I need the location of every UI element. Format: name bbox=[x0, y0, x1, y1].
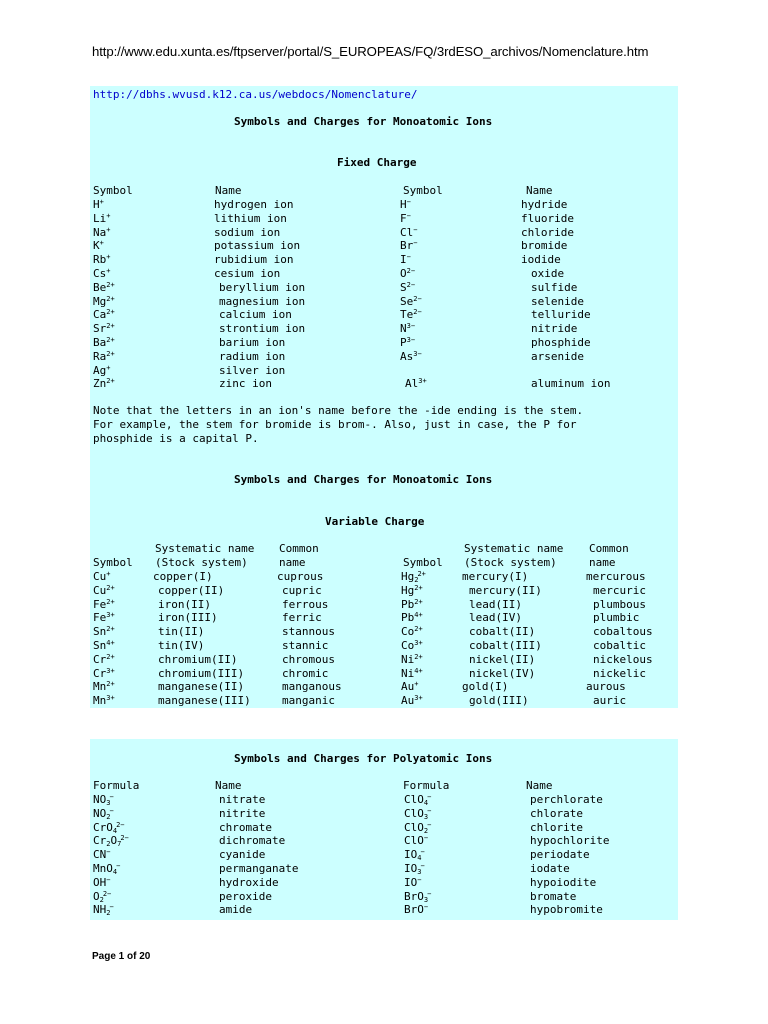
ion-symbol: I− bbox=[400, 253, 411, 267]
column-header: (Stock system) bbox=[464, 556, 557, 569]
variable-charge-subtitle: Variable Charge bbox=[325, 515, 425, 528]
stock-name: lead(IV) bbox=[469, 611, 522, 625]
ion-symbol: $Ni^{2+}$ bbox=[401, 652, 423, 666]
common-name: manganic bbox=[282, 694, 335, 708]
common-name: stannous bbox=[282, 625, 335, 639]
ion-name: oxide bbox=[531, 267, 565, 280]
ion-symbol: $Hg^{2+}$ bbox=[401, 583, 423, 597]
ion-symbol: H− bbox=[400, 198, 411, 211]
stock-name: mercury(II) bbox=[469, 583, 542, 597]
ion-symbol: CrO$_4^{2-}$ bbox=[93, 820, 125, 835]
column-header: Name bbox=[215, 184, 242, 197]
ion-symbol: $IO_3^-$ bbox=[404, 862, 425, 876]
ion-symbol: $Ra^{2+}$ bbox=[93, 349, 115, 363]
ion-symbol: Na+ bbox=[93, 225, 111, 239]
ion-name: cesium ion bbox=[214, 267, 281, 280]
stock-name: tin(II) bbox=[158, 625, 205, 639]
column-header: Symbol bbox=[93, 556, 133, 569]
polyatomic-title: Symbols and Charges for Polyatomic Ions bbox=[234, 752, 493, 765]
ion-symbol: Cs+ bbox=[93, 267, 111, 280]
ion-name: hydroxide bbox=[219, 875, 279, 889]
ion-name: periodate bbox=[530, 848, 590, 862]
ion-symbol: IO− bbox=[404, 875, 422, 889]
ion-name: lithium ion bbox=[214, 211, 287, 225]
ion-name: chloride bbox=[521, 225, 574, 239]
ion-name: chlorite bbox=[530, 820, 583, 834]
stock-name: iron(III) bbox=[158, 611, 218, 625]
stem-note-line-3: phosphide is a capital P. bbox=[93, 432, 259, 445]
ion-symbol: $Fe^{2+}$ bbox=[93, 597, 115, 611]
ion-name: nitrate bbox=[219, 793, 266, 806]
stock-name: cobalt(III) bbox=[469, 639, 542, 652]
column-header: Systematic name bbox=[464, 542, 564, 555]
common-name: stannic bbox=[282, 639, 329, 652]
ion-symbol: $As^{3-}$ bbox=[400, 349, 422, 363]
variable-charge-title: Symbols and Charges for Monoatomic Ions bbox=[234, 473, 493, 486]
ion-name: iodate bbox=[530, 862, 570, 875]
column-header: Formula bbox=[403, 779, 450, 792]
ion-name: iodide bbox=[521, 253, 561, 267]
ion-symbol: $Ba^{2+}$ bbox=[93, 336, 115, 349]
stock-name: chromium(II) bbox=[158, 652, 238, 666]
ion-name: rubidium ion bbox=[214, 253, 294, 267]
ion-symbol: $Cr^{3+}$ bbox=[93, 666, 115, 680]
ion-name: strontium ion bbox=[219, 322, 306, 336]
ion-symbol: $Fe^{3+}$ bbox=[93, 611, 115, 625]
ion-name: hydrogen ion bbox=[214, 198, 294, 211]
ion-name: perchlorate bbox=[530, 793, 603, 806]
column-header: name bbox=[279, 556, 306, 569]
page-url-header: http://www.edu.xunta.es/ftpserver/portal/S_EUROPEAS/FQ/3rdESO_archivos/Nomenclature.htm bbox=[92, 44, 649, 59]
ion-symbol: $NO_3^-$ bbox=[93, 793, 114, 807]
ion-name: selenide bbox=[531, 294, 584, 308]
ion-symbol: ClO$_3$− bbox=[404, 806, 432, 821]
ion-name: amide bbox=[219, 903, 253, 917]
column-header: Common bbox=[589, 542, 629, 555]
column-header: Systematic name bbox=[155, 542, 255, 555]
column-header: Symbol bbox=[403, 556, 443, 569]
ion-symbol: $Se^{2-}$ bbox=[400, 294, 422, 308]
ion-symbol: $Pb^{2+}$ bbox=[401, 597, 423, 611]
column-header: Common bbox=[279, 542, 319, 555]
ion-symbol: $Pb^{4+}$ bbox=[401, 611, 423, 625]
ion-name: telluride bbox=[531, 308, 591, 322]
ion-symbol: $Mn^{2+}$ bbox=[93, 680, 115, 694]
common-name: cobaltic bbox=[593, 639, 646, 652]
ion-symbol: $Be^{2+}$ bbox=[93, 280, 115, 294]
common-name: plumbic bbox=[593, 611, 640, 625]
ion-name: magnesium ion bbox=[219, 294, 306, 308]
ion-name: hypoiodite bbox=[530, 875, 597, 889]
fixed-charge-subtitle: Fixed Charge bbox=[337, 156, 417, 169]
column-header: name bbox=[589, 556, 616, 569]
ion-name: silver ion bbox=[219, 363, 286, 377]
stock-name: nickel(II) bbox=[469, 652, 536, 666]
ion-symbol: $Mg^{2+}$ bbox=[93, 294, 115, 308]
ion-symbol: $P^{3-}$ bbox=[400, 336, 416, 349]
ion-symbol: MnO$_4$− bbox=[93, 862, 121, 876]
ion-name: hypobromite bbox=[530, 903, 603, 917]
ion-symbol: BrO− bbox=[404, 903, 429, 917]
source-link[interactable]: http://dbhs.wvusd.k12.ca.us/webdocs/Nomenclature/ bbox=[93, 88, 418, 101]
ion-symbol: ClO$_4$− bbox=[404, 793, 432, 807]
common-name: manganous bbox=[282, 680, 342, 694]
ion-name: zinc ion bbox=[219, 377, 272, 391]
stock-name: mercury(I) bbox=[462, 570, 529, 583]
ion-symbol: Br− bbox=[400, 239, 418, 253]
ion-name: bromide bbox=[521, 239, 568, 253]
column-header: Symbol bbox=[93, 184, 133, 197]
ion-symbol: Rb+ bbox=[93, 253, 111, 267]
ion-name: arsenide bbox=[531, 349, 584, 363]
ion-symbol: H+ bbox=[93, 198, 104, 211]
ion-symbol: Cu+ bbox=[93, 570, 111, 583]
ion-symbol: $Mn^{3+}$ bbox=[93, 694, 115, 708]
common-name: mercurous bbox=[586, 570, 646, 583]
stock-name: gold(III) bbox=[469, 694, 529, 708]
ion-symbol: Li+ bbox=[93, 211, 111, 225]
ion-name: potassium ion bbox=[214, 239, 301, 253]
ion-name: chlorate bbox=[530, 806, 583, 820]
ion-symbol: Cl− bbox=[400, 225, 418, 239]
common-name: cupric bbox=[282, 583, 322, 597]
ion-symbol: Au+ bbox=[401, 680, 419, 694]
column-header: (Stock system) bbox=[155, 556, 248, 569]
ion-name: phosphide bbox=[531, 336, 591, 349]
ion-name: hypochlorite bbox=[530, 834, 610, 848]
ion-symbol: F− bbox=[400, 211, 411, 225]
common-name: cuprous bbox=[277, 570, 324, 583]
ion-name: chromate bbox=[219, 820, 272, 834]
ion-name: cyanide bbox=[219, 848, 266, 862]
common-name: aurous bbox=[586, 680, 626, 694]
ion-name: nitrite bbox=[219, 806, 266, 820]
common-name: auric bbox=[593, 694, 627, 708]
ion-symbol: $Cu^{2+}$ bbox=[93, 583, 115, 597]
ion-symbol: $Te^{2-}$ bbox=[400, 308, 422, 322]
stock-name: cobalt(II) bbox=[469, 625, 536, 639]
ion-symbol: K+ bbox=[93, 239, 104, 253]
common-name: plumbous bbox=[593, 597, 646, 611]
ion-symbol: $Sn^{2+}$ bbox=[93, 625, 115, 639]
ion-symbol: Ag+ bbox=[93, 363, 111, 377]
ion-symbol: $S^{2-}$ bbox=[400, 280, 416, 294]
stem-note-line-2: For example, the stem for bromide is brom-. Also, just in case, the P for bbox=[93, 418, 577, 431]
ion-name: nitride bbox=[531, 322, 578, 336]
ion-name: aluminum ion bbox=[531, 377, 611, 391]
ion-symbol: $Au^{3+}$ bbox=[401, 694, 423, 708]
stock-name: manganese(III) bbox=[158, 694, 251, 708]
ion-name: fluoride bbox=[521, 211, 574, 225]
ion-symbol: $NO_2^-$ bbox=[93, 806, 114, 821]
ion-name: radium ion bbox=[219, 349, 286, 363]
ion-name: barium ion bbox=[219, 336, 286, 349]
ion-symbol: $IO_4^-$ bbox=[404, 848, 425, 863]
ion-symbol: $Co^{2+}$ bbox=[401, 625, 423, 639]
ion-symbol: $Cr_2O_7^{2-}$ bbox=[93, 834, 129, 849]
stock-name: copper(II) bbox=[158, 583, 225, 597]
stock-name: copper(I) bbox=[153, 570, 213, 583]
common-name: cobaltous bbox=[593, 625, 653, 639]
stock-name: gold(I) bbox=[462, 680, 509, 694]
ion-name: permanganate bbox=[219, 862, 299, 875]
ion-name: beryllium ion bbox=[219, 280, 306, 294]
fixed-charge-title: Symbols and Charges for Monoatomic Ions bbox=[234, 115, 493, 128]
ion-symbol: $NH_2^-$ bbox=[93, 903, 114, 918]
ion-symbol: $Ca^{2+}$ bbox=[93, 308, 115, 322]
stem-note-line-1: Note that the letters in an ion's name before the -ide ending is the stem. bbox=[93, 404, 584, 417]
stock-name: manganese(II) bbox=[158, 680, 245, 694]
ion-symbol: $Sr^{2+}$ bbox=[93, 322, 115, 336]
stock-name: lead(II) bbox=[469, 597, 522, 611]
ion-symbol: ClO$_2$− bbox=[404, 820, 432, 835]
column-header: Symbol bbox=[403, 184, 443, 197]
stock-name: iron(II) bbox=[158, 597, 211, 611]
common-name: nickelous bbox=[593, 652, 653, 666]
column-header: Name bbox=[526, 779, 553, 792]
common-name: chromic bbox=[282, 666, 329, 680]
stock-name: nickel(IV) bbox=[469, 666, 536, 680]
column-header: Name bbox=[215, 779, 242, 792]
ion-name: sodium ion bbox=[214, 225, 281, 239]
common-name: chromous bbox=[282, 652, 335, 666]
polyatomic-ions-panel bbox=[90, 739, 678, 920]
ion-name: sulfide bbox=[531, 280, 578, 294]
ion-name: bromate bbox=[530, 889, 577, 903]
ion-symbol: $Ni^{4+}$ bbox=[401, 666, 423, 680]
column-header: Formula bbox=[93, 779, 140, 792]
ion-symbol: $N^{3-}$ bbox=[400, 322, 416, 336]
stock-name: chromium(III) bbox=[158, 666, 245, 680]
ion-symbol: CN− bbox=[93, 848, 111, 862]
ion-name: dichromate bbox=[219, 834, 286, 848]
common-name: nickelic bbox=[593, 666, 646, 680]
common-name: mercuric bbox=[593, 583, 646, 597]
ion-symbol: $Cr^{2+}$ bbox=[93, 652, 115, 666]
ion-symbol: $O^{2-}$ bbox=[400, 267, 416, 280]
ion-name: peroxide bbox=[219, 889, 272, 903]
ion-name: calcium ion bbox=[219, 308, 292, 322]
ion-symbol: ClO− bbox=[404, 834, 429, 848]
ion-name: hydride bbox=[521, 198, 568, 211]
ion-symbol: $Sn^{4+}$ bbox=[93, 639, 115, 652]
ion-symbol: OH− bbox=[93, 875, 111, 889]
common-name: ferrous bbox=[282, 597, 329, 611]
ion-symbol: BrO$_3$− bbox=[404, 889, 432, 904]
ion-symbol: $Zn^{2+}$ bbox=[93, 377, 115, 391]
column-header: Name bbox=[526, 184, 553, 197]
page-number: Page 1 of 20 bbox=[92, 951, 151, 962]
ion-symbol: $Hg_2^{2+}$ bbox=[401, 570, 426, 584]
stock-name: tin(IV) bbox=[158, 639, 205, 652]
ion-symbol: $O_2^{2-}$ bbox=[93, 889, 112, 904]
ion-symbol: $Co^{3+}$ bbox=[401, 639, 423, 652]
ion-symbol: $Al^{3+}$ bbox=[405, 377, 427, 391]
common-name: ferric bbox=[282, 611, 322, 625]
